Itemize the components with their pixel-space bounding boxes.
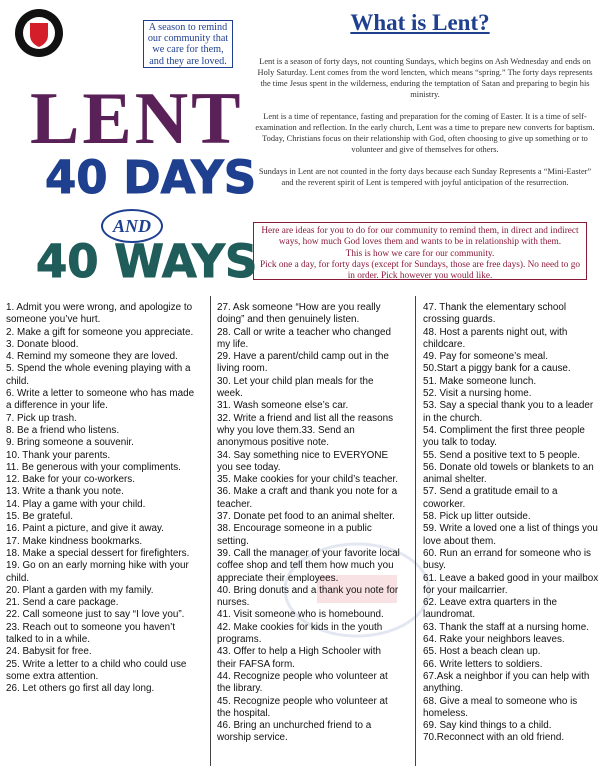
- church-logo-icon: [14, 8, 64, 58]
- idea-list-item: 28. Call or write a teacher who changed my life.: [217, 326, 392, 350]
- ideas-column-1: [6, 302, 202, 696]
- idea-list-item: 31. Wash someone else’s car.: [217, 400, 349, 412]
- idea-list-item: 62. Leave extra quarters in the laundromat.: [423, 597, 557, 621]
- column-divider: [210, 296, 211, 766]
- ideas-column-3: [423, 302, 599, 745]
- callout-line: Pick one a day, for forty days (except for Sundays, those are free days). No need to go in order. Pick however you would like.: [259, 259, 581, 282]
- tagline-box: A season to remind our community that we care for them, and they are loved.: [143, 20, 233, 68]
- idea-list-item: 53. Say a special thank you to a leader in the church.: [423, 400, 594, 424]
- idea-list-item: 20. Plant a garden with my family.: [6, 584, 154, 596]
- idea-list-item: 55. Send a positive text to 5 people.: [423, 449, 581, 461]
- idea-list-item: 1. Admit you were wrong, and apologize to someone you’ve hurt.: [6, 302, 193, 326]
- idea-list-item: 30. Let your child plan meals for the week.: [217, 375, 374, 400]
- idea-list-item: 25. Write a letter to a child who could use some extra attention.: [6, 658, 187, 682]
- intro-text: [252, 56, 598, 199]
- idea-list-item: 2. Make a gift for someone you appreciate.: [6, 326, 194, 338]
- idea-list-item: 22. Call someone just to say “I love you”.: [6, 609, 185, 621]
- idea-list-item: 17. Make kindness bookmarks.: [6, 535, 143, 547]
- idea-list-item: 54. Compliment the first three people you talk to today.: [423, 424, 585, 449]
- idea-list-item: 8. Be a friend who listens.: [6, 424, 120, 436]
- idea-list-item: 65. Host a beach clean up.: [423, 646, 541, 658]
- idea-list-item: 37. Donate pet food to an animal shelter.: [217, 511, 395, 523]
- idea-list-item: 59. Write a loved one a list of things you love about them.: [423, 523, 598, 547]
- idea-list-item: 38. Encourage someone in a public setting.: [217, 523, 372, 547]
- idea-list-item: 66. Write letters to soldiers.: [423, 658, 543, 670]
- idea-list-item: 12. Bake for your co-workers.: [6, 474, 135, 486]
- intro-paragraph: Lent is a time of repentance, fasting and preparation for the coming of Easter. It is a time of self-examination and reflection. In the early church, Lent was a time to prepare new converts for baptism. Today, Christians focus on their relationship with God, often choosing to give up something or to volunteer and give of themselves for others.: [255, 112, 595, 154]
- idea-list-item: 34. Say something nice to EVERYONE you see today.: [217, 449, 389, 473]
- idea-list-item: 70.Reconnect with an old friend.: [423, 732, 565, 744]
- idea-list-item: 19. Go on an early morning hike with your child.: [6, 560, 189, 584]
- idea-list-item: 48. Host a parents night out, with childcare.: [423, 326, 568, 350]
- idea-list-item: 16. Paint a picture, and give it away.: [6, 523, 164, 535]
- idea-list-item: 35. Make cookies for your child’s teacher.: [217, 474, 398, 486]
- idea-list-item: 52. Visit a nursing home.: [423, 388, 532, 400]
- ideas-callout-box: [253, 222, 587, 280]
- and-badge: AND: [101, 209, 163, 243]
- idea-list-item: 40. Bring donuts and a thank you note for nurses.: [217, 584, 399, 609]
- idea-list-item: 14. Play a game with your child.: [6, 498, 146, 510]
- idea-list-item: 36. Make a craft and thank you note for a teacher.: [217, 486, 398, 510]
- idea-list-item: 50.Start a piggy bank for a cause.: [423, 363, 571, 375]
- ideas-column-2: [217, 302, 401, 745]
- forty-ways-heading: 40 WAYS: [36, 235, 258, 288]
- intro-paragraph: Lent is a season of forty days, not counting Sundays, which begins on Ash Wednesday and ends on Holy Saturday. Lent comes from the word lencten, which means “spring.” The forty days represents the time Jesus spent in the wilderness, enduring the temptation of Satan and preparing to begin his ministry.: [257, 57, 593, 99]
- idea-list-item: 64. Rake your neighbors leaves.: [423, 634, 565, 646]
- idea-list-item: 5. Spend the whole evening playing with a child.: [6, 363, 191, 387]
- idea-list-item: 69. Say kind things to a child.: [423, 720, 552, 732]
- idea-list-item: 26. Let others go first all day long.: [6, 683, 155, 695]
- idea-list-item: 27. Ask someone “How are you really doing” and then genuinely listen.: [217, 302, 381, 326]
- idea-list-item: 21. Send a care package.: [6, 597, 119, 609]
- forty-days-heading: 40 DAYS: [45, 151, 257, 204]
- idea-list-item: 7. Pick up trash.: [6, 412, 77, 424]
- lent-heading: LENT: [30, 78, 244, 160]
- callout-line: Here are ideas for you to do for our community to remind them, in direct and indirect ways, how much God loves them and wants to be in relationship with them.: [261, 226, 579, 248]
- idea-list-item: 43. Offer to help a High Schooler with their FAFSA form.: [217, 646, 381, 670]
- idea-list-item: 23. Reach out to someone you haven’t talked to in a while.: [6, 621, 176, 646]
- idea-list-item: 58. Pick up litter outside.: [423, 511, 531, 523]
- idea-list-item: 57. Send a gratitude email to a coworker.: [423, 486, 558, 510]
- idea-list-item: 24. Babysit for free.: [6, 646, 92, 658]
- idea-list-item: 18. Make a special dessert for firefighters.: [6, 547, 190, 559]
- idea-list-item: 56. Donate old towels or blankets to an animal shelter.: [423, 461, 594, 486]
- idea-list-item: 44. Recognize people who volunteer at the library.: [217, 670, 388, 695]
- idea-list-item: 41. Visit someone who is homebound.: [217, 609, 384, 621]
- idea-list-item: 45. Recognize people who volunteer at the hospital.: [217, 695, 388, 719]
- idea-list-item: 63. Thank the staff at a nursing home.: [423, 621, 589, 633]
- idea-list-item: 11. Be generous with your compliments.: [6, 461, 181, 473]
- page-title: What is Lent?: [350, 10, 490, 35]
- idea-list-item: 60. Run an errand for someone who is busy.: [423, 547, 591, 572]
- idea-list-item: 42. Make cookies for kids in the youth programs.: [217, 621, 383, 646]
- idea-list-item: 6. Write a letter to someone who has made a difference in your life.: [6, 388, 195, 412]
- idea-list-item: 29. Have a parent/child camp out in the living room.: [217, 351, 389, 375]
- column-divider: [415, 296, 416, 766]
- idea-list-item: 68. Give a meal to someone who is homeless.: [423, 695, 578, 719]
- idea-list-item: 39. Call the manager of your favorite local coffee shop and tell them how much you appreciate their employees.: [217, 547, 400, 584]
- idea-list-item: 10. Thank your parents.: [6, 449, 111, 461]
- idea-list-item: 9. Bring someone a souvenir.: [6, 437, 134, 449]
- idea-list-item: 61. Leave a baked good in your mailbox for your mailcarrier.: [423, 572, 599, 596]
- idea-list-item: 51. Make someone lunch.: [423, 375, 537, 387]
- idea-list-item: 15. Be grateful.: [6, 511, 73, 523]
- idea-list-item: 4. Remind my someone they are loved.: [6, 351, 178, 363]
- idea-list-item: 49. Pay for someone’s meal.: [423, 351, 548, 363]
- intro-paragraph: Sundays in Lent are not counted in the forty days because each Sunday Represents a “Mini-Easter” and the reverent spirit of Lent is tempered with joyful anticipation of the resurrection.: [258, 167, 592, 187]
- idea-list-item: 32. Write a friend and list all the reasons why you love them.33. Send an anonymous positive note.: [217, 412, 394, 449]
- idea-list-item: 3. Donate blood.: [6, 338, 79, 350]
- idea-list-item: 46. Bring an unchurched friend to a worship service.: [217, 720, 372, 744]
- idea-list-item: 67.Ask a neighbor if you can help with anything.: [423, 670, 590, 695]
- callout-line: This is how we care for our community.: [345, 248, 495, 259]
- idea-list-item: 47. Thank the elementary school crossing guards.: [423, 302, 567, 326]
- idea-list-item: 13. Write a thank you note.: [6, 486, 124, 498]
